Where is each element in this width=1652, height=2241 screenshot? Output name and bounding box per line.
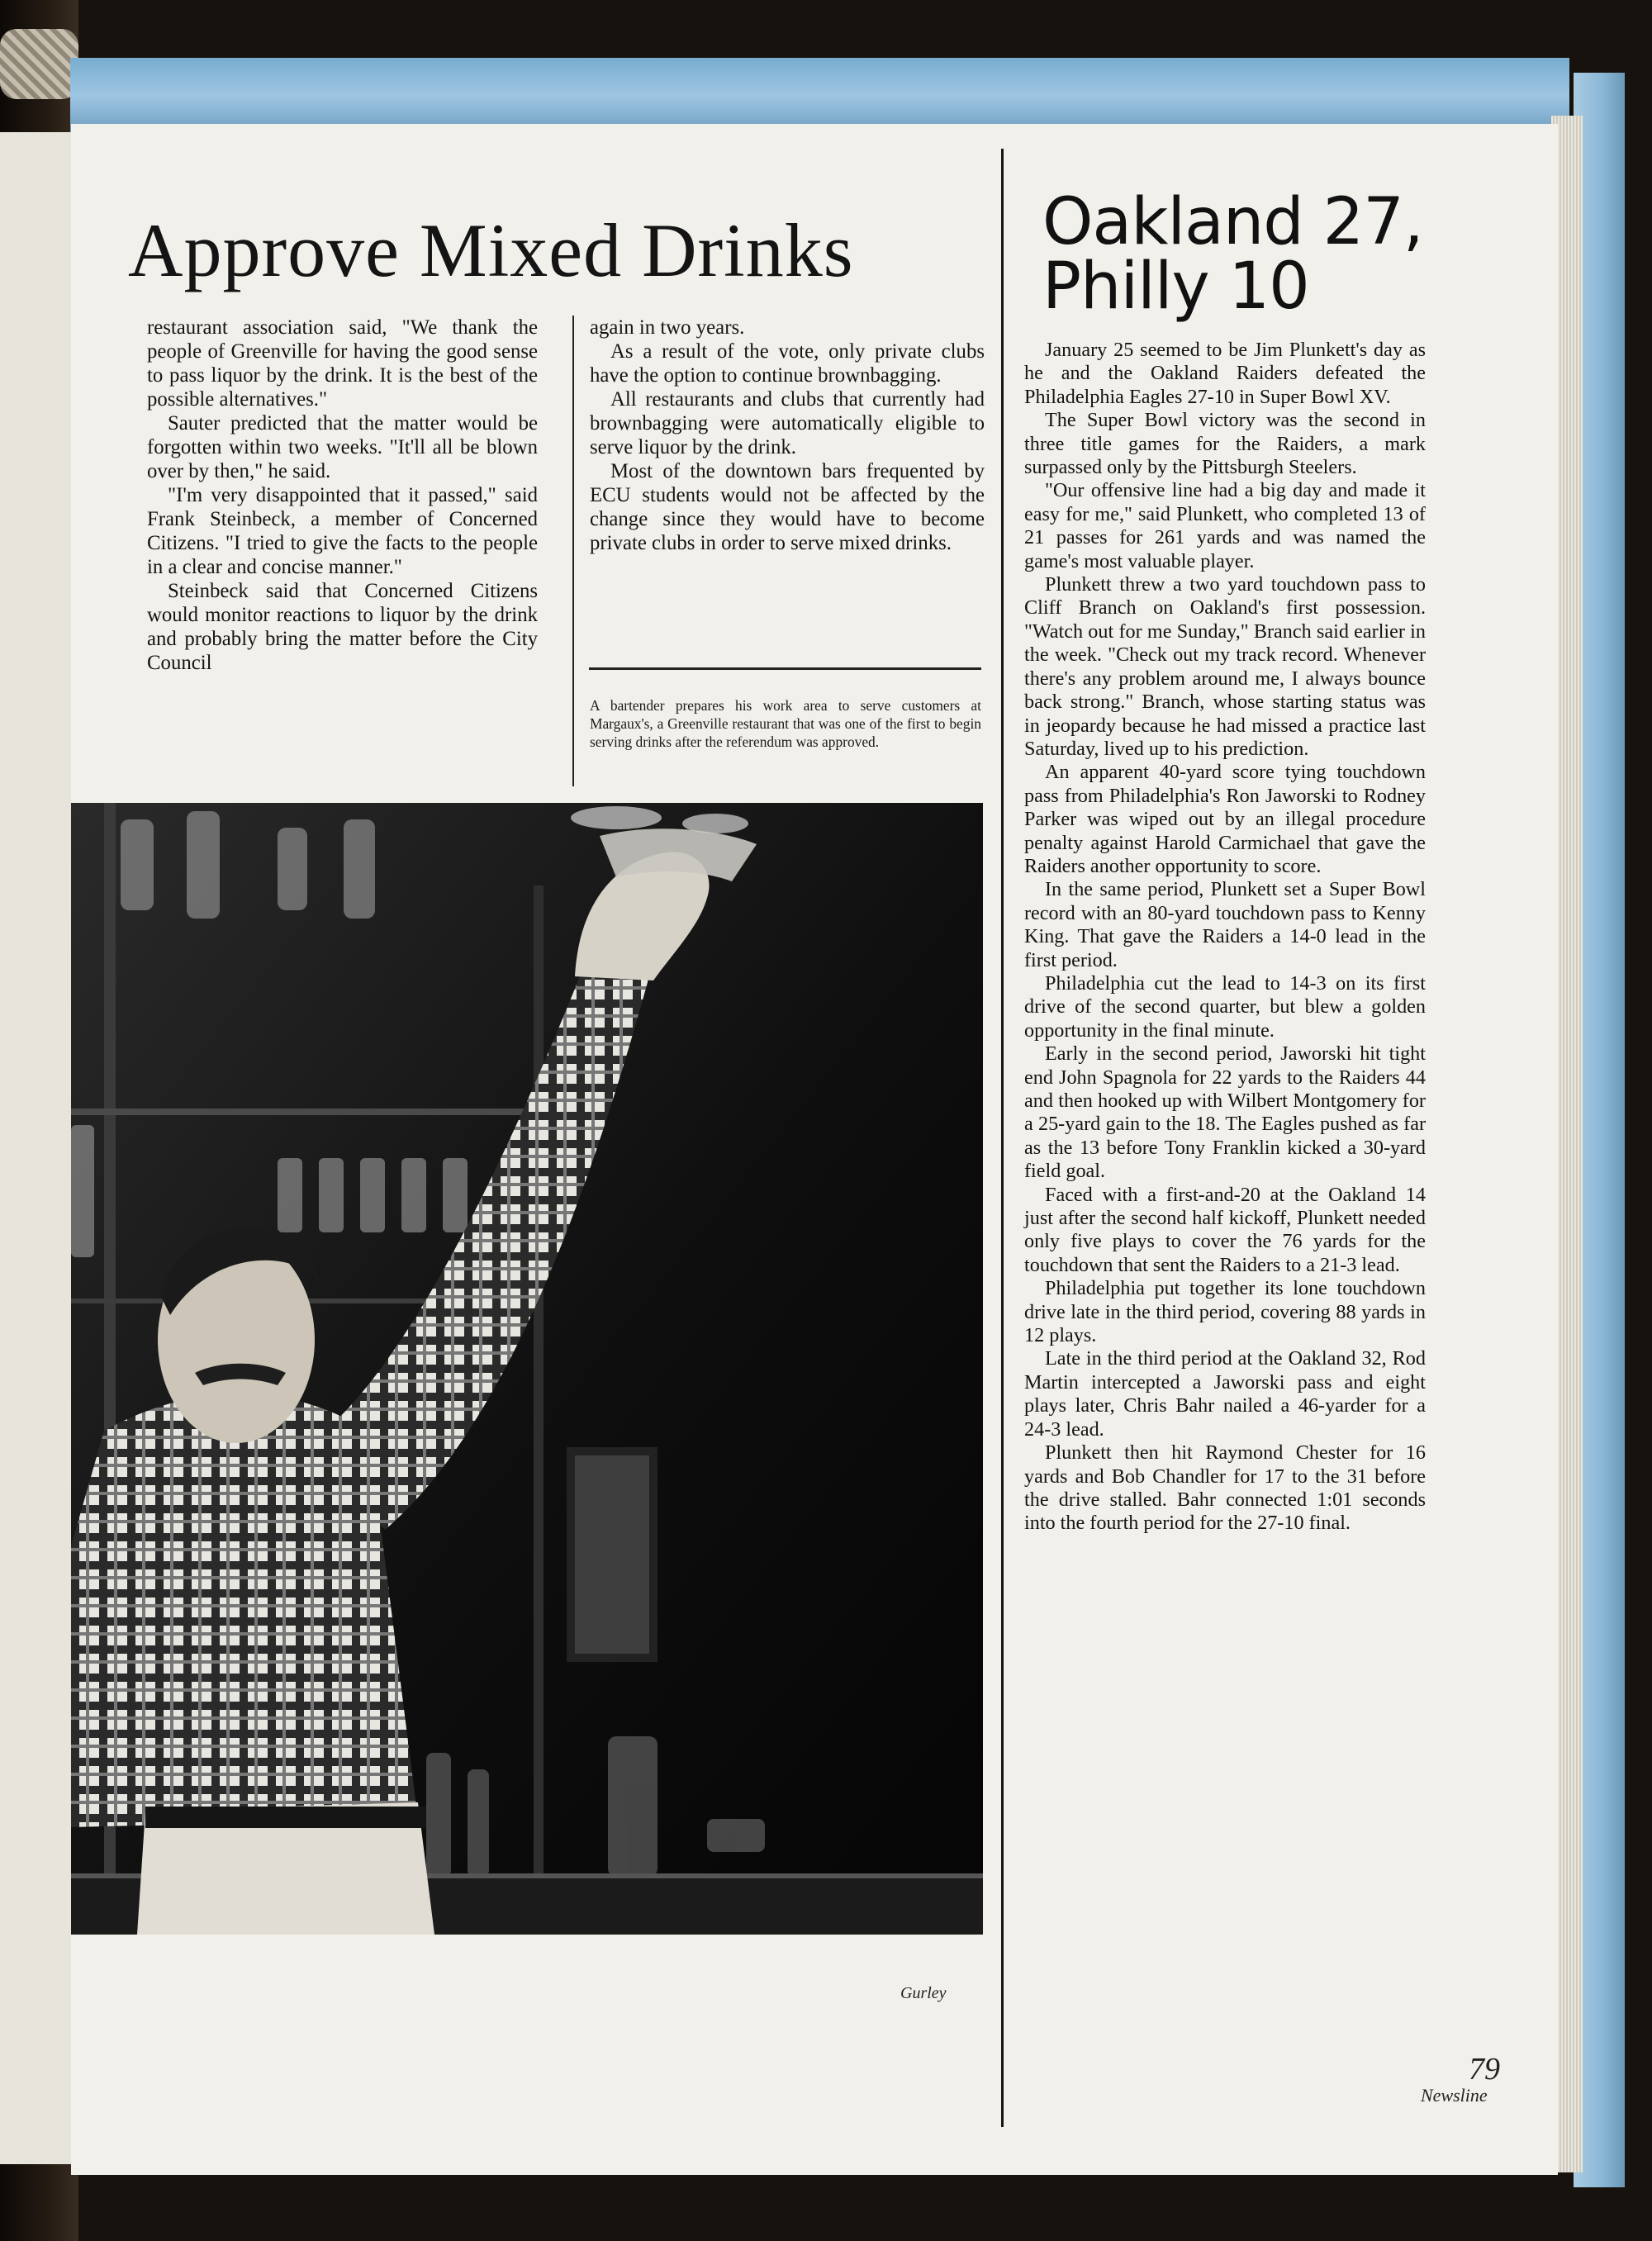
paragraph: An apparent 40-yard score tying touchdown pass from Philadelphia's Ron Jaworski to Rodney Parker was wiped out by an illegal procedure penalty against Harold Carmichael that gave the Raiders another opportunity to score.	[1024, 761, 1426, 877]
paragraph: Faced with a first-and-20 at the Oakland 14 just after the second half kickoff, Plunkett needed only five plays to cover the 76 yards for the touchdown that sent the Raiders to a 21-3 lead.	[1024, 1183, 1426, 1276]
paragraph: Late in the third period at the Oakland 32, Rod Martin intercepted a Jaworski pass and eight plays later, Chris Bahr nailed a 46-yarder for a 24-3 lead.	[1024, 1347, 1426, 1441]
paragraph: restaurant association said, "We thank the people of Greenville for having the good sense to pass liquor by the drink. It is the best of the possible alternatives."	[147, 316, 538, 411]
paragraph: "Our offensive line had a big day and made it easy for me," said Plunkett, who completed 13 of 21 passes for 261 yards and was named the game's most valuable player.	[1024, 479, 1426, 572]
paragraph: In the same period, Plunkett set a Super Bowl record with an 80-yard touchdown pass to Kenny King. That gave the Raiders a 14-0 lead in the first period.	[1024, 878, 1426, 971]
sports-headline-line-1: Oakland 27,	[1042, 185, 1423, 259]
paragraph: As a result of the vote, only private clubs have the option to continue brownbagging.	[590, 340, 985, 387]
paragraph: Plunkett then hit Raymond Chester for 16 yards and Bob Chandler for 17 to the 31 before the drive stalled. Bahr connected 1:01 seconds into the fourth period for the 27-10 final.	[1024, 1441, 1426, 1535]
paragraph: January 25 seemed to be Jim Plunkett's day as he and the Oakland Raiders defeated the Philadelphia Eagles 27-10 in Super Bowl XV.	[1024, 339, 1426, 408]
paragraph: Philadelphia cut the lead to 14-3 on its first drive of the second quarter, but blew a golden opportunity in the final minute.	[1024, 971, 1426, 1042]
page-number: 79	[1469, 2052, 1500, 2087]
column-divider	[572, 316, 574, 786]
photo-caption: A bartender prepares his work area to serve customers at Margaux's, a Greenville restaurant that was one of the first to begin serving drinks after the referendum was approved.	[590, 697, 981, 750]
paragraph: again in two years.	[590, 316, 745, 339]
sports-headline	[1042, 185, 1423, 324]
paragraph: Plunkett threw a two yard touchdown pass to Cliff Branch on Oakland's first possession. "Watch out for me Sunday," Branch said earlier in the week. "Check out my track record. Whenever there's any problem around me, I always bounce back strong." Branch, whose starting status was in jeopardy because he had missed a practice last Saturday, lived up to his prediction.	[1024, 573, 1426, 760]
binding-thread	[0, 29, 78, 99]
paragraph: The Super Bowl victory was the second in three title games for the Raiders, a mark surpassed only by the Pittsburgh Steelers.	[1024, 409, 1426, 479]
paragraph: Sauter predicted that the matter would be forgotten within two weeks. "It'll all be blown over by then," he said.	[147, 412, 538, 482]
sports-article-column	[1024, 339, 1426, 1536]
paragraph: Early in the second period, Jaworski hit tight end John Spagnola for 22 yards to the Raiders 44 and then hooked up with Wilbert Montgomery for a 25-yard gain to the 18. The Eagles pushed as far as the 13 before Tony Franklin kicked a 30-yard field goal.	[1024, 1042, 1426, 1183]
article-headline: Approve Mixed Drinks	[128, 208, 854, 292]
paragraph: "I'm very disappointed that it passed," said Frank Steinbeck, a member of Concerned Citizens. "I tried to give the facts to the people in a clear and concise manner."	[147, 484, 538, 578]
article-column-1	[147, 316, 538, 675]
publication-name: Newsline	[1421, 2085, 1488, 2106]
article-column-2	[590, 316, 985, 555]
photo-credit: Gurley	[900, 1984, 947, 2002]
bartender-photo	[71, 803, 983, 1935]
paragraph: Steinbeck said that Concerned Citizens would monitor reactions to liquor by the drink and probably bring the matter before the City Council	[147, 580, 538, 674]
caption-rule	[589, 667, 981, 670]
paragraph: Most of the downtown bars frequented by ECU students would not be affected by the change since they would have to become private clubs in order to serve mixed drinks.	[590, 460, 985, 554]
sports-headline-line-2: Philly 10	[1042, 249, 1309, 324]
book-cover-top-edge	[70, 58, 1569, 134]
section-divider	[1001, 149, 1004, 2127]
facing-page-edge	[0, 132, 71, 2164]
paragraph: All restaurants and clubs that currently had brownbagging were automatically eligible to serve liquor by the drink.	[590, 388, 985, 458]
paragraph: Philadelphia put together its lone touchdown drive late in the third period, covering 88 yards in 12 plays.	[1024, 1277, 1426, 1347]
